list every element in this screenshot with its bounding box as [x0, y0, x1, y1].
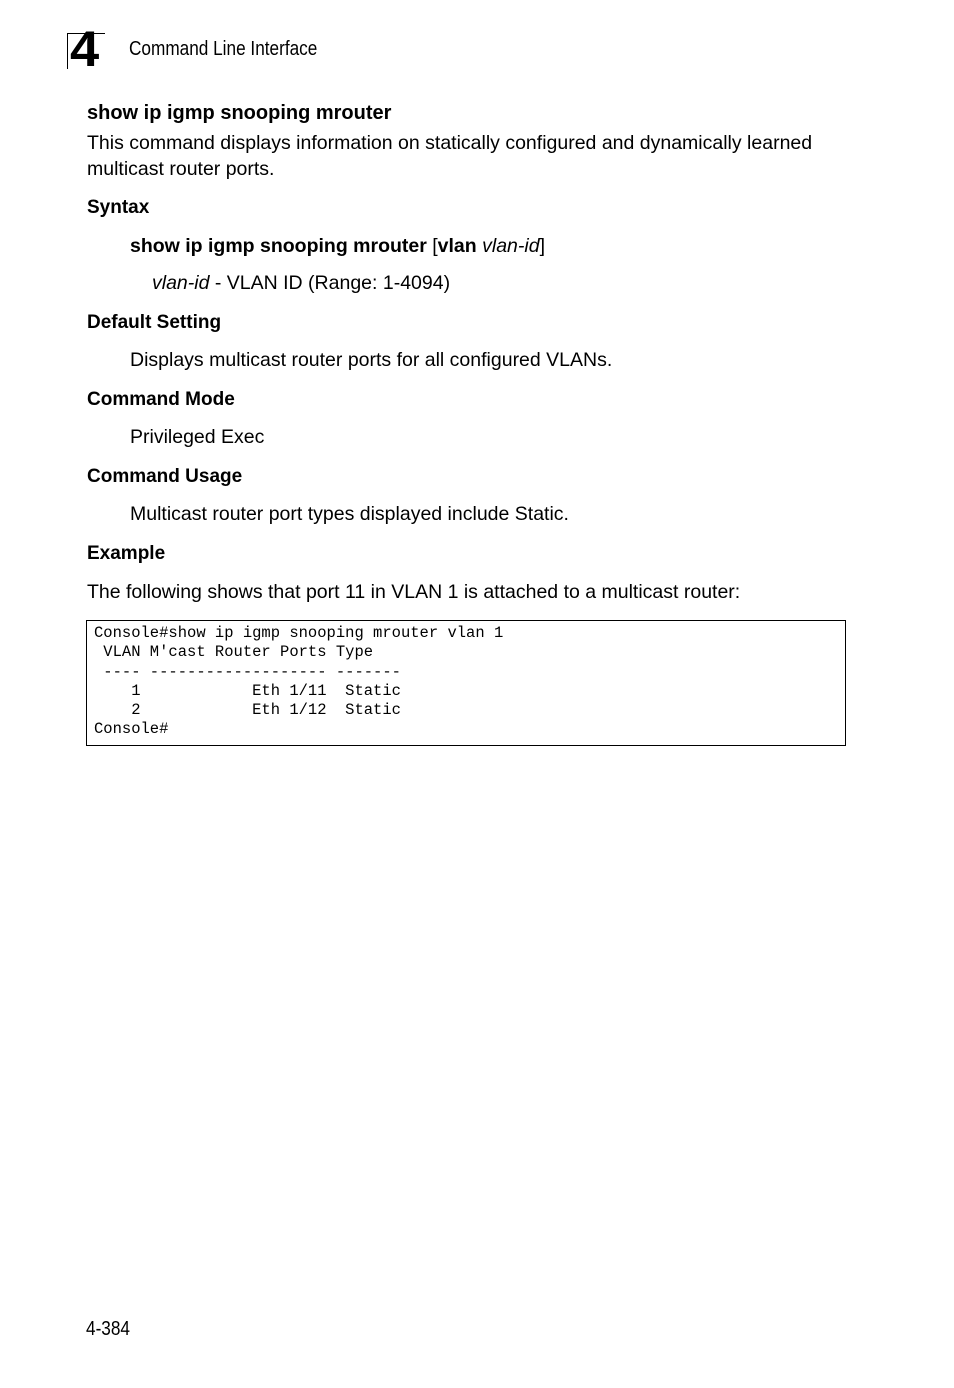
command-mode-heading: Command Mode	[87, 389, 235, 410]
syntax-line	[130, 233, 545, 259]
command-description: This command displays information on statically configured and dynamically learned multicast router ports.	[87, 132, 813, 180]
syntax-param: vlan-id	[482, 235, 540, 257]
code-line: 1 Eth 1/11 Static	[94, 681, 401, 700]
command-usage-heading: Command Usage	[87, 466, 243, 487]
command-usage-text: Multicast router port types displayed include Static.	[130, 503, 569, 525]
param-name: vlan-id	[152, 272, 210, 294]
default-setting-heading: Default Setting	[87, 312, 222, 333]
syntax-open-bracket: [	[426, 235, 438, 257]
syntax-keyword: vlan	[437, 235, 477, 257]
chapter-number: 4	[70, 21, 99, 77]
param-text: - VLAN ID (Range: 1-4094)	[209, 272, 451, 294]
code-line: VLAN M'cast Router Ports Type	[94, 643, 374, 662]
command-mode-text: Privileged Exec	[130, 426, 265, 448]
code-line: ---- ------------------- -------	[94, 662, 401, 681]
code-line: 2 Eth 1/12 Static	[94, 701, 401, 720]
syntax-close-bracket: ]	[539, 235, 545, 257]
running-title: Command Line Interface	[129, 38, 318, 60]
example-intro: The following shows that port 11 in VLAN 1 is attached to a multicast router:	[87, 581, 741, 603]
code-line: Console#show ip igmp snooping mrouter vlan 1	[94, 624, 504, 642]
page-number: 4-384	[86, 1318, 130, 1340]
code-line: Console#	[94, 720, 169, 739]
syntax-heading: Syntax	[87, 197, 150, 218]
default-setting-text: Displays multicast router ports for all configured VLANs.	[130, 349, 613, 371]
param-description	[152, 270, 450, 296]
syntax-command: show ip igmp snooping mrouter	[130, 235, 427, 257]
code-example-box	[86, 620, 846, 746]
example-heading: Example	[87, 543, 166, 564]
command-title: show ip igmp snooping mrouter	[87, 102, 392, 124]
